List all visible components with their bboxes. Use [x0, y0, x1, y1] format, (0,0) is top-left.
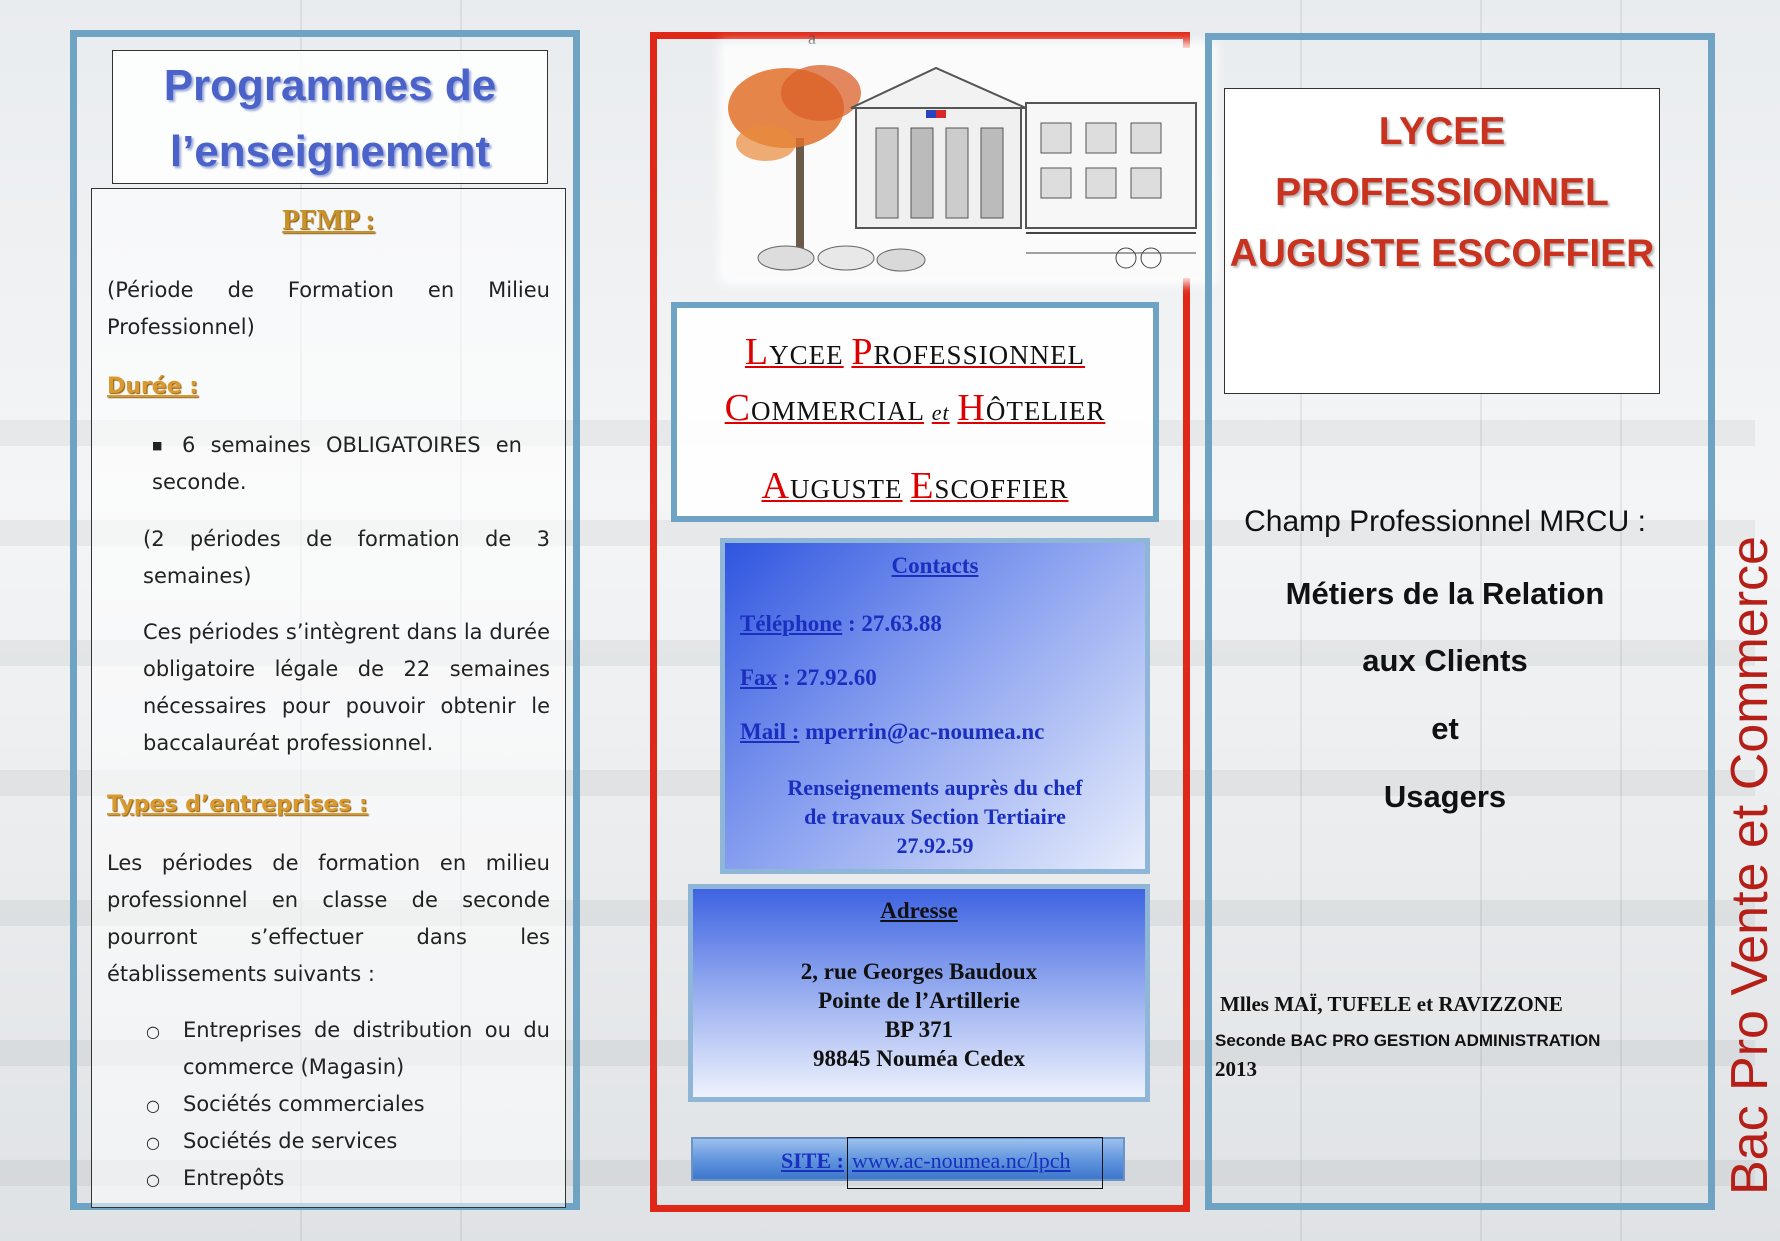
list-item: Sociétés commerciales — [183, 1092, 425, 1116]
duree-periods: (2 périodes de formation de 3 semaines) — [143, 527, 550, 588]
info-line3: 27.92.59 — [896, 833, 974, 858]
address-line4: 98845 Nouméa Cedex — [812, 1046, 1026, 1071]
info-text — [725, 773, 1145, 860]
types-paragraph: Les périodes de formation en milieu professionnel en classe de seconde pourront s’effectuer dans les établissements suivants : — [107, 851, 550, 986]
school-name-line2: COMMERCIAL et HÔTELIER — [724, 387, 1106, 429]
address-line1: 2, rue Georges Baudoux — [800, 959, 1038, 984]
pfmp-definition: (Période de Formation en Milieu Professionnel) — [107, 278, 550, 339]
vertical-title: Bac Pro Vente et Commerce — [1721, 536, 1779, 1195]
mail-value[interactable]: mperrin@ac-noumea.nc — [805, 719, 1045, 744]
contacts-box — [720, 538, 1150, 874]
square-bullet-icon: ■ — [152, 439, 163, 452]
list-item: Sociétés de services — [183, 1129, 398, 1153]
program-title-box — [112, 50, 548, 184]
mail-label: Mail : — [740, 719, 800, 744]
phone-label: Téléphone — [740, 611, 843, 636]
school-title-line1: LYCEE — [1378, 110, 1506, 153]
duree-bullet-text: 6 semaines OBLIGATOIRES en seconde. — [152, 433, 522, 494]
address-line3: BP 371 — [884, 1017, 954, 1042]
address-box — [688, 884, 1150, 1102]
school-title-line2: PROFESSIONNEL — [1275, 171, 1609, 214]
program-title-line1: Programmes de — [163, 61, 497, 110]
school-name-line3: AUGUSTE ESCOFFIER — [761, 465, 1069, 507]
duree-paragraph: Ces périodes s’intègrent dans la durée obligatoire légale de 22 semaines nécessaires pour pouvoir obtenir le baccalauréat professionnel. — [143, 620, 550, 755]
site-link[interactable]: www.ac-noumea.nc/lpch — [847, 1137, 1103, 1189]
info-line1: Renseignements auprès du chef — [787, 775, 1083, 800]
fax-row — [740, 665, 877, 691]
site-bar — [691, 1137, 1125, 1181]
address-line2: Pointe de l’Artillerie — [818, 988, 1020, 1013]
circle-bullet-icon: ○ — [146, 1170, 160, 1189]
metiers-line2: aux Clients — [1362, 643, 1528, 678]
list-item: Entreprises de distribution ou du commerce (Magasin) — [183, 1018, 550, 1079]
year: 2013 — [1215, 1057, 1257, 1081]
mail-row — [740, 719, 1044, 745]
school-name-box — [671, 302, 1159, 522]
types-heading: Types d’entreprises : — [107, 792, 368, 817]
fax-value: : 27.92.60 — [782, 665, 877, 690]
phone-row — [740, 611, 942, 637]
authors: Mlles MAÏ, TUFELE et RAVIZZONE — [1220, 992, 1563, 1016]
small-mark: a — [808, 28, 816, 48]
circle-bullet-icon: ○ — [146, 1096, 160, 1115]
class-name: Seconde BAC PRO GESTION ADMINISTRATION — [1215, 1031, 1601, 1050]
list-item: Entrepôts — [183, 1166, 285, 1190]
info-line2: de travaux Section Tertiaire — [804, 804, 1066, 829]
phone-value: : 27.63.88 — [847, 611, 942, 636]
school-title-box — [1224, 88, 1660, 394]
metiers-line3: et — [1431, 711, 1459, 746]
champ-professionnel: Champ Professionnel MRCU : — [1244, 505, 1646, 538]
contacts-heading: Contacts — [891, 553, 979, 578]
school-title-line3: AUGUSTE ESCOFFIER — [1229, 232, 1655, 275]
program-title-line2: l’enseignement — [169, 127, 491, 176]
circle-bullet-icon: ○ — [146, 1133, 160, 1152]
school-building-sketch — [726, 48, 1210, 278]
site-label: SITE : — [781, 1148, 844, 1173]
fax-label: Fax — [740, 665, 778, 690]
pfmp-heading: PFMP : — [282, 205, 375, 236]
school-name-line1: LYCEE PROFESSIONNEL — [744, 331, 1086, 373]
address-heading: Adresse — [880, 898, 958, 923]
circle-bullet-icon: ○ — [146, 1022, 160, 1041]
metiers-line4: Usagers — [1383, 779, 1507, 814]
metiers-line1: Métiers de la Relation — [1285, 576, 1605, 611]
duree-heading: Durée : — [107, 374, 199, 399]
